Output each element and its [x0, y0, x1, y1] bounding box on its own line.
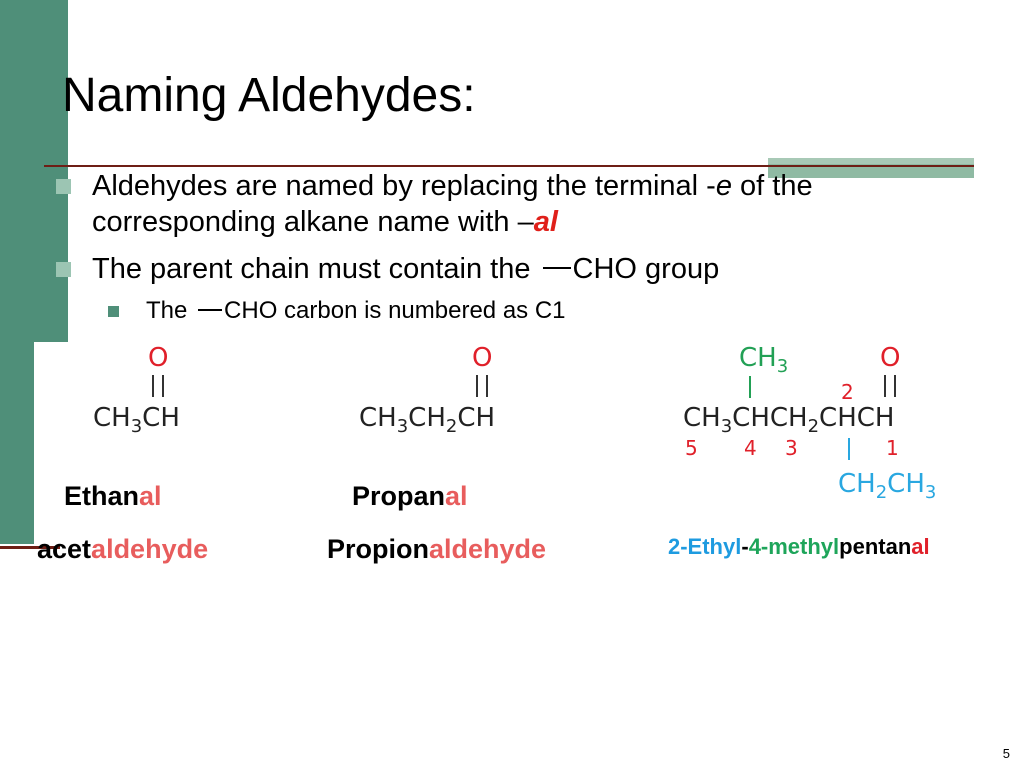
- name-stem: pentan: [839, 534, 912, 559]
- bullet-1-text: Aldehydes are named by replacing the terminal -: [92, 170, 716, 202]
- formula-part: CH: [887, 469, 925, 499]
- carbon-number: 1: [886, 436, 899, 460]
- name-suffix: al: [445, 481, 468, 511]
- name-suffix: al: [139, 481, 162, 511]
- ethanal-formula: [93, 404, 180, 435]
- header-accent-bar-highlight: [768, 158, 974, 164]
- bond-dash: [198, 309, 222, 311]
- name-stem: Propion: [327, 534, 429, 564]
- name-suffix: aldehyde: [429, 534, 547, 564]
- carbon-number: 2: [841, 380, 854, 404]
- slide-title: Naming Aldehydes:: [62, 69, 476, 122]
- propanal-iupac-name: [352, 480, 468, 512]
- double-bond: [476, 375, 488, 397]
- propanal-common-name: [327, 533, 546, 565]
- sub-bullet-text-end: CHO carbon is numbered as C1: [224, 297, 566, 324]
- formula-subscript: 2: [875, 482, 888, 503]
- ethyl-group: [838, 470, 936, 501]
- formula-part: CH: [739, 343, 777, 373]
- formula-subscript: 2: [807, 416, 820, 437]
- name-hyphen: -: [741, 534, 749, 559]
- formula-part: CHCH: [819, 403, 895, 433]
- pentanal-iupac-name: [668, 534, 930, 560]
- formula-part: CH: [93, 403, 131, 433]
- ethanal-common-name: [37, 533, 208, 565]
- formula-part: CH: [683, 403, 721, 433]
- name-stem: acet: [37, 534, 92, 564]
- single-bond: [749, 376, 751, 398]
- suffix-al: al: [533, 206, 558, 238]
- oxygen-atom: O: [472, 343, 493, 373]
- bullet-1-text-end: of the: [731, 170, 813, 202]
- double-bond: [884, 375, 896, 397]
- pentanal-formula: [683, 404, 894, 435]
- sub-bullet-1: [146, 297, 566, 325]
- formula-subscript: 3: [776, 356, 789, 377]
- bullet-marker: [56, 262, 71, 277]
- name-stem: Ethan: [64, 481, 140, 511]
- sidebar-decoration-lower: [0, 342, 34, 544]
- bullet-1-line-1: [92, 169, 813, 203]
- formula-part: CHCH: [732, 403, 808, 433]
- bullet-1-e: e: [715, 170, 732, 202]
- bond-dash: [543, 267, 571, 269]
- oxygen-atom: O: [880, 343, 901, 373]
- single-bond: [848, 438, 850, 460]
- formula-subscript: 3: [130, 416, 143, 437]
- formula-part: CH: [408, 403, 446, 433]
- formula-subscript: 3: [720, 416, 733, 437]
- name-prefix-ethyl: 2-Ethyl: [668, 534, 742, 559]
- name-prefix-methyl: 4-methyl: [748, 534, 840, 559]
- formula-subscript: 3: [924, 482, 937, 503]
- formula-subscript: 2: [445, 416, 458, 437]
- carbon-number: 3: [785, 436, 798, 460]
- double-bond: [152, 375, 164, 397]
- carbon-number: 5: [685, 436, 698, 460]
- carbon-number: 4: [744, 436, 757, 460]
- bullet-2-text-end: CHO group: [572, 253, 720, 285]
- bullet-1-line-2: [92, 205, 558, 239]
- ethanal-iupac-name: [64, 480, 162, 512]
- bullet-2-text: The parent chain must contain the: [92, 253, 539, 285]
- formula-part: CH: [359, 403, 397, 433]
- formula-subscript: 3: [396, 416, 409, 437]
- formula-part: CH: [838, 469, 876, 499]
- name-stem: Propan: [352, 481, 446, 511]
- oxygen-atom: O: [148, 343, 169, 373]
- bullet-1-text-2: corresponding alkane name with –: [92, 206, 534, 238]
- sub-bullet-text: The: [146, 297, 195, 324]
- sub-bullet-marker: [108, 306, 119, 317]
- name-suffix: al: [911, 534, 930, 559]
- sidebar-decoration: [0, 0, 68, 342]
- bullet-2: [92, 252, 719, 286]
- formula-part: CH: [142, 403, 180, 433]
- name-suffix: aldehyde: [91, 534, 209, 564]
- title-divider: [44, 165, 974, 167]
- bullet-marker: [56, 179, 71, 194]
- methyl-group: [739, 344, 788, 375]
- formula-part: CH: [457, 403, 496, 433]
- slide-number: 5: [1002, 746, 1010, 761]
- propanal-formula: [359, 404, 495, 435]
